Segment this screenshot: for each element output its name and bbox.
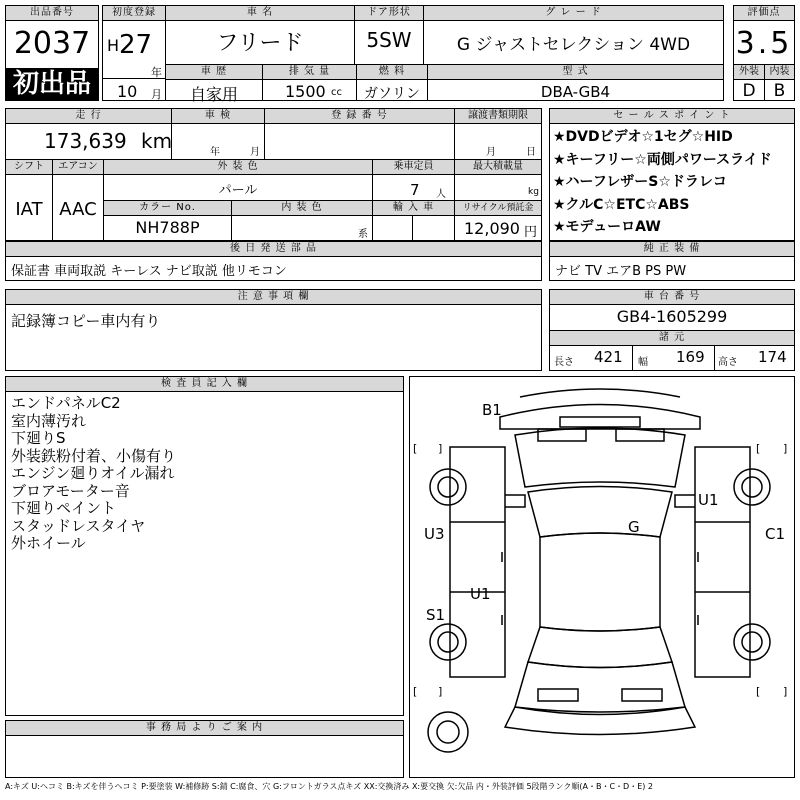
chassis-label: 車 台 番 号 (550, 290, 794, 304)
inspector-note-item: スタッドレスタイヤ (11, 516, 146, 535)
car-name-label: 車 名 (166, 6, 354, 20)
genuine-equipment-box (549, 241, 795, 281)
sales-points-list (553, 126, 772, 239)
int-color-unit: 系 (358, 229, 368, 240)
notes: 記録簿コピー車内有り (11, 312, 161, 330)
lot-number-label: 出品番号 (6, 6, 98, 20)
office-box (5, 720, 404, 778)
ext-label: 外装 (734, 65, 764, 79)
front-bumper-line (520, 389, 680, 397)
svg-text:[: [ (413, 685, 418, 698)
height-label: 高さ (718, 357, 738, 368)
inspector-note-item: エンドパネルC2 (11, 394, 121, 412)
year-unit: 年 (151, 66, 162, 79)
damage-diagram-box (409, 376, 795, 778)
later-parts-label: 後 日 発 送 部 品 (6, 242, 541, 256)
genuine-equipment: ナビ TV エアB PS PW (555, 264, 687, 279)
lot-number-box (5, 5, 99, 101)
mark-u1-mid: U1 (470, 585, 491, 603)
sales-point-item: ★モデューロAW (553, 219, 661, 235)
exterior-color: パール (218, 183, 258, 198)
sales-point-item: ★キーフリー☆両側パワースライド (553, 151, 772, 168)
sales-point-item: ★DVDビデオ☆1セグ☆HID (553, 129, 733, 145)
load-label: 最大積載量 (455, 160, 541, 174)
inspector-note-item: 外装鉄粉付着、小傷有り (11, 446, 177, 465)
mark-u3: U3 (424, 525, 445, 543)
inspector-label: 検 査 員 記 入 欄 (6, 377, 403, 391)
inspector-note-item: ブロアモーター音 (11, 481, 130, 500)
inspector-note-item: 外ホイール (11, 534, 86, 552)
mileage-label: 走 行 (6, 109, 171, 123)
mark-c1: C1 (765, 525, 786, 543)
svg-text:]: ] (438, 685, 443, 698)
capacity: 7 (410, 181, 420, 199)
fuel: ガソリン (364, 86, 420, 102)
history: 自家用 (189, 85, 238, 104)
length: 421 (594, 348, 623, 366)
mark-u1-right: U1 (698, 491, 719, 509)
int-label: 内装 (765, 65, 794, 79)
inspector-note-item: エンジン廻りオイル漏れ (11, 464, 175, 482)
genuine-equipment-label: 純 正 装 備 (550, 242, 794, 256)
transfer-label: 譲渡書類期限 (455, 109, 541, 123)
inspection-label: 車 検 (172, 109, 264, 123)
grade-label: グ レ ー ド (424, 6, 723, 20)
svg-text:]: ] (438, 442, 443, 455)
color-number: NH788P (135, 218, 200, 237)
width: 169 (676, 348, 705, 366)
chassis-box (549, 289, 795, 371)
svg-text:]: ] (783, 685, 788, 698)
car-name: フリード (216, 31, 304, 56)
svg-text:[: [ (413, 442, 418, 455)
int-color-label: 内 装 色 (232, 201, 372, 215)
office-label: 事 務 局 よ り ご 案 内 (6, 721, 403, 735)
sales-point-item: ★ハーフレザーS☆ドラレコ (553, 174, 727, 190)
first-reg-label: 初度登録 (103, 6, 165, 20)
capacity-unit: 人 (436, 189, 446, 200)
score-box (733, 5, 795, 101)
fuel-label: 燃 料 (357, 65, 427, 79)
shift-label: シフト (6, 160, 52, 174)
history-label: 車 歴 (166, 65, 262, 79)
sales-points-label: セ ー ル ス ポ イ ン ト (550, 109, 794, 123)
transfer-month-unit: 月 (486, 147, 496, 158)
score-label: 評価点 (734, 6, 794, 20)
notes-label: 注 意 事 項 欄 (6, 290, 541, 304)
mileage-unit: km (141, 129, 173, 153)
recycle-fee: 12,090 (464, 219, 520, 238)
insp-year-unit: 年 (210, 147, 220, 158)
era: H (107, 36, 120, 55)
shift: IAT (15, 199, 43, 220)
model-label: 型 式 (428, 65, 723, 79)
recycle-unit: 円 (524, 225, 538, 240)
load-unit: kg (528, 187, 539, 197)
lot-number: 2037 (13, 26, 91, 61)
mark-g: G (628, 518, 640, 536)
capacity-label: 乗車定員 (373, 160, 454, 174)
door-type: 5SW (366, 28, 412, 52)
inspector-note-item: 下廻りペイント (11, 499, 117, 517)
sales-point-item: ★クルC☆ETC☆ABS (553, 196, 690, 213)
score: 3.5 (735, 26, 793, 61)
svg-text:[: [ (756, 685, 761, 698)
later-parts-box (5, 241, 542, 281)
inspector-notes (11, 395, 176, 553)
ext-grade: D (742, 81, 756, 101)
displacement-unit: cc (331, 87, 342, 98)
later-parts: 保証書 車両取説 キーレス ナビ取説 他リモコン (11, 264, 287, 279)
int-grade: B (773, 81, 786, 101)
displacement-label: 排 気 量 (263, 65, 356, 79)
import-label: 輸 入 車 (373, 201, 454, 215)
displacement: 1500 (285, 82, 326, 101)
inspector-box (5, 376, 404, 716)
mark-b1: B1 (482, 401, 502, 419)
grade: G ジャストセレクション 4WD (456, 35, 691, 55)
rear-bumper (505, 707, 695, 735)
svg-text:]: ] (783, 442, 788, 455)
insp-month-unit: 月 (250, 147, 260, 158)
legend: A:キズ U:ヘコミ B:キズを伴うヘコミ P:要塗装 W:補修跡 S:錆 C:腐食、穴 G:フロントガラス点キズ XX:交換済み X:要交換 欠:欠品 内・外装評価 5段階ランク順(A・B・C・D・E) 2 (5, 782, 654, 791)
length-label: 長さ (554, 357, 574, 368)
first-listing-badge: 初出品 (6, 68, 98, 100)
hood (515, 428, 685, 487)
windshield (528, 487, 672, 538)
model-type: DBA-GB4 (540, 83, 611, 101)
width-label: 幅 (638, 357, 648, 368)
header-grid (102, 5, 724, 104)
roof (540, 533, 660, 631)
color-no-label: カラー No. (104, 201, 231, 215)
specs-label: 諸 元 (550, 331, 794, 345)
mark-s1: S1 (426, 606, 446, 624)
ac-label: エアコン (53, 160, 103, 174)
svg-text:[: [ (756, 442, 761, 455)
header-block (5, 5, 795, 102)
reg-year: 27 (119, 30, 153, 60)
air-conditioner: AAC (59, 199, 97, 220)
month-unit: 月 (151, 88, 162, 101)
inspector-note-item: 室内薄汚れ (11, 411, 87, 430)
mileage: 173,639 (44, 129, 127, 153)
height: 174 (758, 348, 787, 366)
door-label: ドア形状 (355, 6, 423, 20)
inspector-note-item: 下廻りS (11, 429, 66, 447)
sales-points-box (549, 108, 795, 241)
rear-deck (515, 662, 685, 712)
recycle-label: リサイクル預託金 (455, 201, 541, 215)
notes-box (5, 289, 542, 371)
rear-window (528, 627, 672, 668)
plate-label: 登 録 番 号 (265, 109, 454, 123)
reg-month: 10 (117, 82, 138, 101)
transfer-day-unit: 日 (526, 147, 536, 158)
car-diagram (410, 377, 794, 777)
color-label: 外 装 色 (104, 160, 372, 174)
vehicle-info-grid (5, 108, 542, 241)
chassis-number: GB4-1605299 (616, 307, 728, 326)
